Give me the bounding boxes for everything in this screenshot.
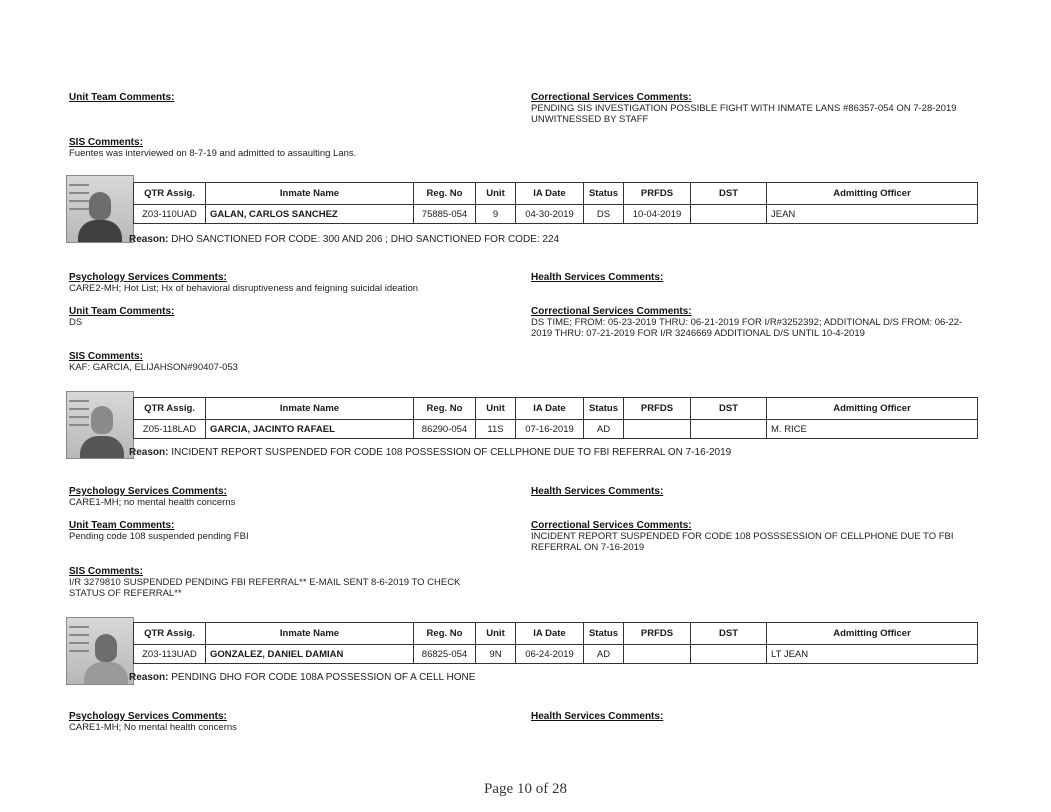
reason-label: Reason:	[129, 447, 169, 458]
cell-ia-date: 06-24-2019	[516, 645, 584, 664]
col-unit: Unit	[476, 398, 516, 420]
table-header-row	[134, 398, 978, 420]
reason-line	[129, 672, 475, 683]
cell-prfds	[624, 420, 691, 439]
table-header-row	[134, 623, 978, 645]
sis-label: SIS Comments:	[69, 566, 143, 577]
cell-admitting-officer: M. RICE	[767, 420, 978, 439]
psychology-text: CARE1-MH; No mental health concerns	[69, 722, 237, 733]
cell-dst	[691, 205, 767, 224]
col-ia-date: IA Date	[516, 183, 584, 205]
cell-qtr: Z03-110UAD	[134, 205, 206, 224]
cell-admitting-officer: JEAN	[767, 205, 978, 224]
cell-status: DS	[584, 205, 624, 224]
col-qtr-assig: QTR Assig.	[134, 623, 206, 645]
health-services-label: Health Services Comments:	[531, 272, 664, 283]
col-prfds: PRFDS	[624, 623, 691, 645]
psychology-label: Psychology Services Comments:	[69, 272, 227, 283]
table-row	[134, 205, 978, 224]
cell-inmate-name: GARCIA, JACINTO RAFAEL	[206, 420, 414, 439]
col-dst: DST	[691, 183, 767, 205]
col-admitting-officer: Admitting Officer	[767, 398, 978, 420]
col-inmate-name: Inmate Name	[206, 398, 414, 420]
col-reg-no: Reg. No	[414, 623, 476, 645]
cell-inmate-name: GONZALEZ, DANIEL DAMIAN	[206, 645, 414, 664]
psychology-text: CARE2-MH; Hot List; Hx of behavioral disruptiveness and feigning suicidal ideation	[69, 283, 419, 294]
table-header-row	[134, 183, 978, 205]
table-row	[134, 420, 978, 439]
inmate-record-table	[133, 182, 978, 224]
reason-text: INCIDENT REPORT SUSPENDED FOR CODE 108 POSSESSION OF CELLPHONE DUE TO FBI REFERRAL ON 7-16-2019	[171, 447, 732, 458]
col-admitting-officer: Admitting Officer	[767, 183, 978, 205]
sis-text: Fuentes was interviewed on 8-7-19 and admitted to assaulting Lans.	[69, 148, 357, 159]
cell-qtr: Z05-118LAD	[134, 420, 206, 439]
cell-ia-date: 07-16-2019	[516, 420, 584, 439]
cell-status: AD	[584, 420, 624, 439]
reason-line	[129, 234, 559, 245]
cell-inmate-name: GALAN, CARLOS SANCHEZ	[206, 205, 414, 224]
col-status: Status	[584, 623, 624, 645]
inmate-photo	[66, 175, 134, 243]
col-inmate-name: Inmate Name	[206, 183, 414, 205]
cell-prfds: 10-04-2019	[624, 205, 691, 224]
psychology-label: Psychology Services Comments:	[69, 711, 227, 722]
cell-ia-date: 04-30-2019	[516, 205, 584, 224]
page-number: Page 10 of 28	[484, 781, 567, 797]
unit-team-label: Unit Team Comments:	[69, 306, 175, 317]
col-prfds: PRFDS	[624, 183, 691, 205]
col-admitting-officer: Admitting Officer	[767, 623, 978, 645]
reason-text: PENDING DHO FOR CODE 108A POSSESSION OF A CELL HONE	[171, 672, 476, 683]
cell-reg-no: 86825-054	[414, 645, 476, 664]
cell-unit: 9N	[476, 645, 516, 664]
col-ia-date: IA Date	[516, 623, 584, 645]
cell-dst	[691, 420, 767, 439]
col-dst: DST	[691, 623, 767, 645]
reason-text: DHO SANCTIONED FOR CODE: 300 AND 206 ; DHO SANCTIONED FOR CODE: 224	[171, 234, 560, 245]
cell-admitting-officer: LT JEAN	[767, 645, 978, 664]
inmate-record-table	[133, 397, 978, 439]
correctional-services-label: Correctional Services Comments:	[531, 520, 692, 531]
col-inmate-name: Inmate Name	[206, 623, 414, 645]
sis-label: SIS Comments:	[69, 351, 143, 362]
col-prfds: PRFDS	[624, 398, 691, 420]
reason-line	[129, 447, 731, 458]
inmate-record-table	[133, 622, 978, 664]
sis-label: SIS Comments:	[69, 137, 143, 148]
reason-label: Reason:	[129, 672, 169, 683]
unit-team-label: Unit Team Comments:	[69, 520, 175, 531]
col-qtr-assig: QTR Assig.	[134, 398, 206, 420]
correctional-services-text: INCIDENT REPORT SUSPENDED FOR CODE 108 POSSSESSION OF CELLPHONE DUE TO FBI REFERRAL ON 7-16-2019	[531, 531, 954, 553]
sis-text: I/R 3279810 SUSPENDED PENDING FBI REFERRAL** E-MAIL SENT 8-6-2019 TO CHECK STATUS OF REFERRAL**	[69, 577, 461, 599]
cell-status: AD	[584, 645, 624, 664]
cell-dst	[691, 645, 767, 664]
table-row	[134, 645, 978, 664]
cell-reg-no: 86290-054	[414, 420, 476, 439]
col-unit: Unit	[476, 183, 516, 205]
col-reg-no: Reg. No	[414, 183, 476, 205]
health-services-label: Health Services Comments:	[531, 711, 664, 722]
psychology-label: Psychology Services Comments:	[69, 486, 227, 497]
col-reg-no: Reg. No	[414, 398, 476, 420]
correctional-services-text: DS TIME; FROM: 05-23-2019 THRU: 06-21-2019 FOR I/R#3252392; ADDITIONAL D/S FROM: 06-22-2019 THRU: 07-21-2019 FOR I/R 3246669 ADDITIONAL D/S UNTIL 10-4-2019	[531, 317, 963, 339]
cell-prfds	[624, 645, 691, 664]
col-status: Status	[584, 398, 624, 420]
col-ia-date: IA Date	[516, 398, 584, 420]
cell-unit: 11S	[476, 420, 516, 439]
unit-team-text: Pending code 108 suspended pending FBI	[69, 531, 249, 542]
inmate-photo	[66, 617, 134, 685]
unit-team-label: Unit Team Comments:	[69, 92, 175, 103]
col-status: Status	[584, 183, 624, 205]
col-unit: Unit	[476, 623, 516, 645]
reason-label: Reason:	[129, 234, 169, 245]
col-dst: DST	[691, 398, 767, 420]
sis-text: KAF: GARCIA, ELIJAHSON#90407-053	[69, 362, 238, 373]
correctional-services-label: Correctional Services Comments:	[531, 92, 692, 103]
cell-reg-no: 75885-054	[414, 205, 476, 224]
unit-team-text: DS	[69, 317, 83, 328]
cell-unit: 9	[476, 205, 516, 224]
inmate-photo	[66, 391, 134, 459]
psychology-text: CARE1-MH; no mental health concerns	[69, 497, 236, 508]
health-services-label: Health Services Comments:	[531, 486, 664, 497]
correctional-services-label: Correctional Services Comments:	[531, 306, 692, 317]
correctional-services-text: PENDING SIS INVESTIGATION POSSIBLE FIGHT WITH INMATE LANS #86357-054 ON 7-28-2019 UNWITNESSED BY STAFF	[531, 103, 957, 125]
col-qtr-assig: QTR Assig.	[134, 183, 206, 205]
cell-qtr: Z03-113UAD	[134, 645, 206, 664]
